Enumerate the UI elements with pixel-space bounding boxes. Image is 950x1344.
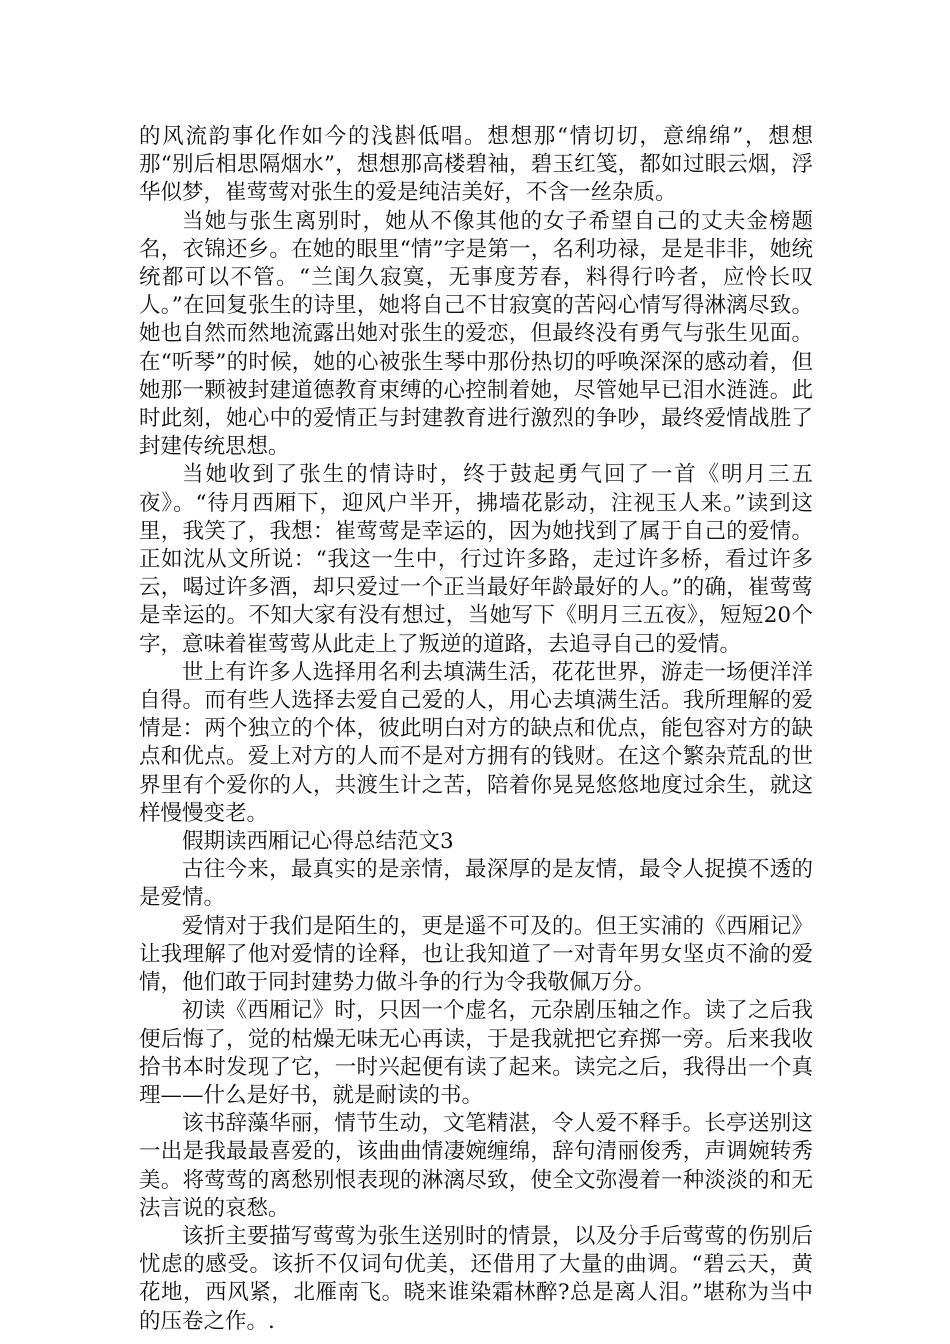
section-paragraph-love: 爱情对于我们是陌生的，更是遥不可及的。但王实浦的《西厢记》让我理解了他对爱情的诠释，也让我知道了一对青年男女坚贞不渝的爱情，他们敢于同封建势力做斗争的行为令我敬佩万分。	[139, 913, 813, 996]
paragraph-continuation: 的风流韵事化作如今的浅斟低唱。想想那“情切切，意绵绵”，想想那“别后相思隔烟水”，想想那高楼碧袖，碧玉红笺，都如过眼云烟，浮华似梦，崔莺莺对张生的爱是纯洁美好，不含一丝杂质。	[139, 124, 813, 206]
paragraph-farewell: 当她与张生离别时，她从不像其他的女子希望自己的丈夫金榜题名，衣锦还乡。在她的眼里“情”字是第一，名利功禄，是是非非，她统统都可以不管。“兰闺久寂寞，无事度芳春，料得行吟者，应怜长叹人。”在回复张生的诗里，她将自己不甘寂寞的苦闷心情写得淋漓尽致。她也自然而然地流露出她对张生的爱恋，但最终没有勇气与张生见面。在“听琴”的时候，她的心被张生琴中那份热切的呼唤深深的感动着，但她那一颗被封建道德教育束缚的心控制着她，尽管她早已泪水涟涟。此时此刻，她心中的爱情正与封建教育进行激烈的争吵，最终爱情战胜了封建传统思想。	[139, 208, 813, 460]
document-page	[139, 123, 813, 1336]
section-paragraph-intro: 古往今来，最真实的是亲情，最深厚的是友情，最令人捉摸不透的是爱情。	[139, 857, 813, 911]
paragraph-love-understanding: 世上有许多人选择用名利去填满生活，花花世界，游走一场便洋洋自得。而有些人选择去爱自己爱的人，用心去填满生活。我所理解的爱情是：两个独立的个体，彼此明白对方的缺点和优点，能包容对方的缺点和优点。爱上对方的人而不是对方拥有的钱财。在这个繁杂荒乱的世界里有个爱你的人，共渡生计之苦，陪着你晃晃悠悠地度过余生，就这样慢慢变老。	[139, 659, 813, 826]
section-paragraph-style: 该书辞藻华丽，情节生动，文笔精湛，令人爱不释手。长亭送别这一出是我最最喜爱的，该曲曲情凄婉缠绵，辞句清丽俊秀，声调婉转秀美。将莺莺的离愁别恨表现的淋漓尽致，使全文弥漫着一种淡淡的和无法言说的哀愁。	[139, 1111, 813, 1221]
paragraph-poem: 当她收到了张生的情诗时，终于鼓起勇气回了一首《明月三五夜》。“待月西厢下，迎风户半开，拂墙花影动，注视玉人来。”读到这里，我笑了，我想：崔莺莺是幸运的，因为她找到了属于自己的爱情。正如沈从文所说：“我这一生中，行过许多路，走过许多桥，看过许多云，喝过许多酒，却只爱过一个正当最好年龄最好的人。”的确，崔莺莺是幸运的。不知大家有没有想过，当她写下《明月三五夜》，短短20个字，意味着崔莺莺从此走上了叛逆的道路，去追寻自己的爱情。	[139, 462, 813, 657]
section-paragraph-first-read: 初读《西厢记》时，只因一个虚名，元杂剧压轴之作。读了之后我便后悔了，觉的枯燥无味无心再读，于是我就把它弃掷一旁。后来我收拾书本时发现了它，一时兴起便有读了起来。读完之后，我得出一个真理——什么是好书，就是耐读的书。	[139, 998, 813, 1108]
section-paragraph-farewell-scene: 该折主要描写莺莺为张生送别时的情景，以及分手后莺莺的伤别后忧虑的感受。该折不仅词句优美，还借用了大量的曲调。“碧云天，黄花地，西风紧，北雁南飞。晓来谁染霜林醉?总是离人泪。”堪称为当中的压卷之作。.	[139, 1223, 813, 1334]
section-title: 假期读西厢记心得总结范文3	[182, 829, 454, 855]
